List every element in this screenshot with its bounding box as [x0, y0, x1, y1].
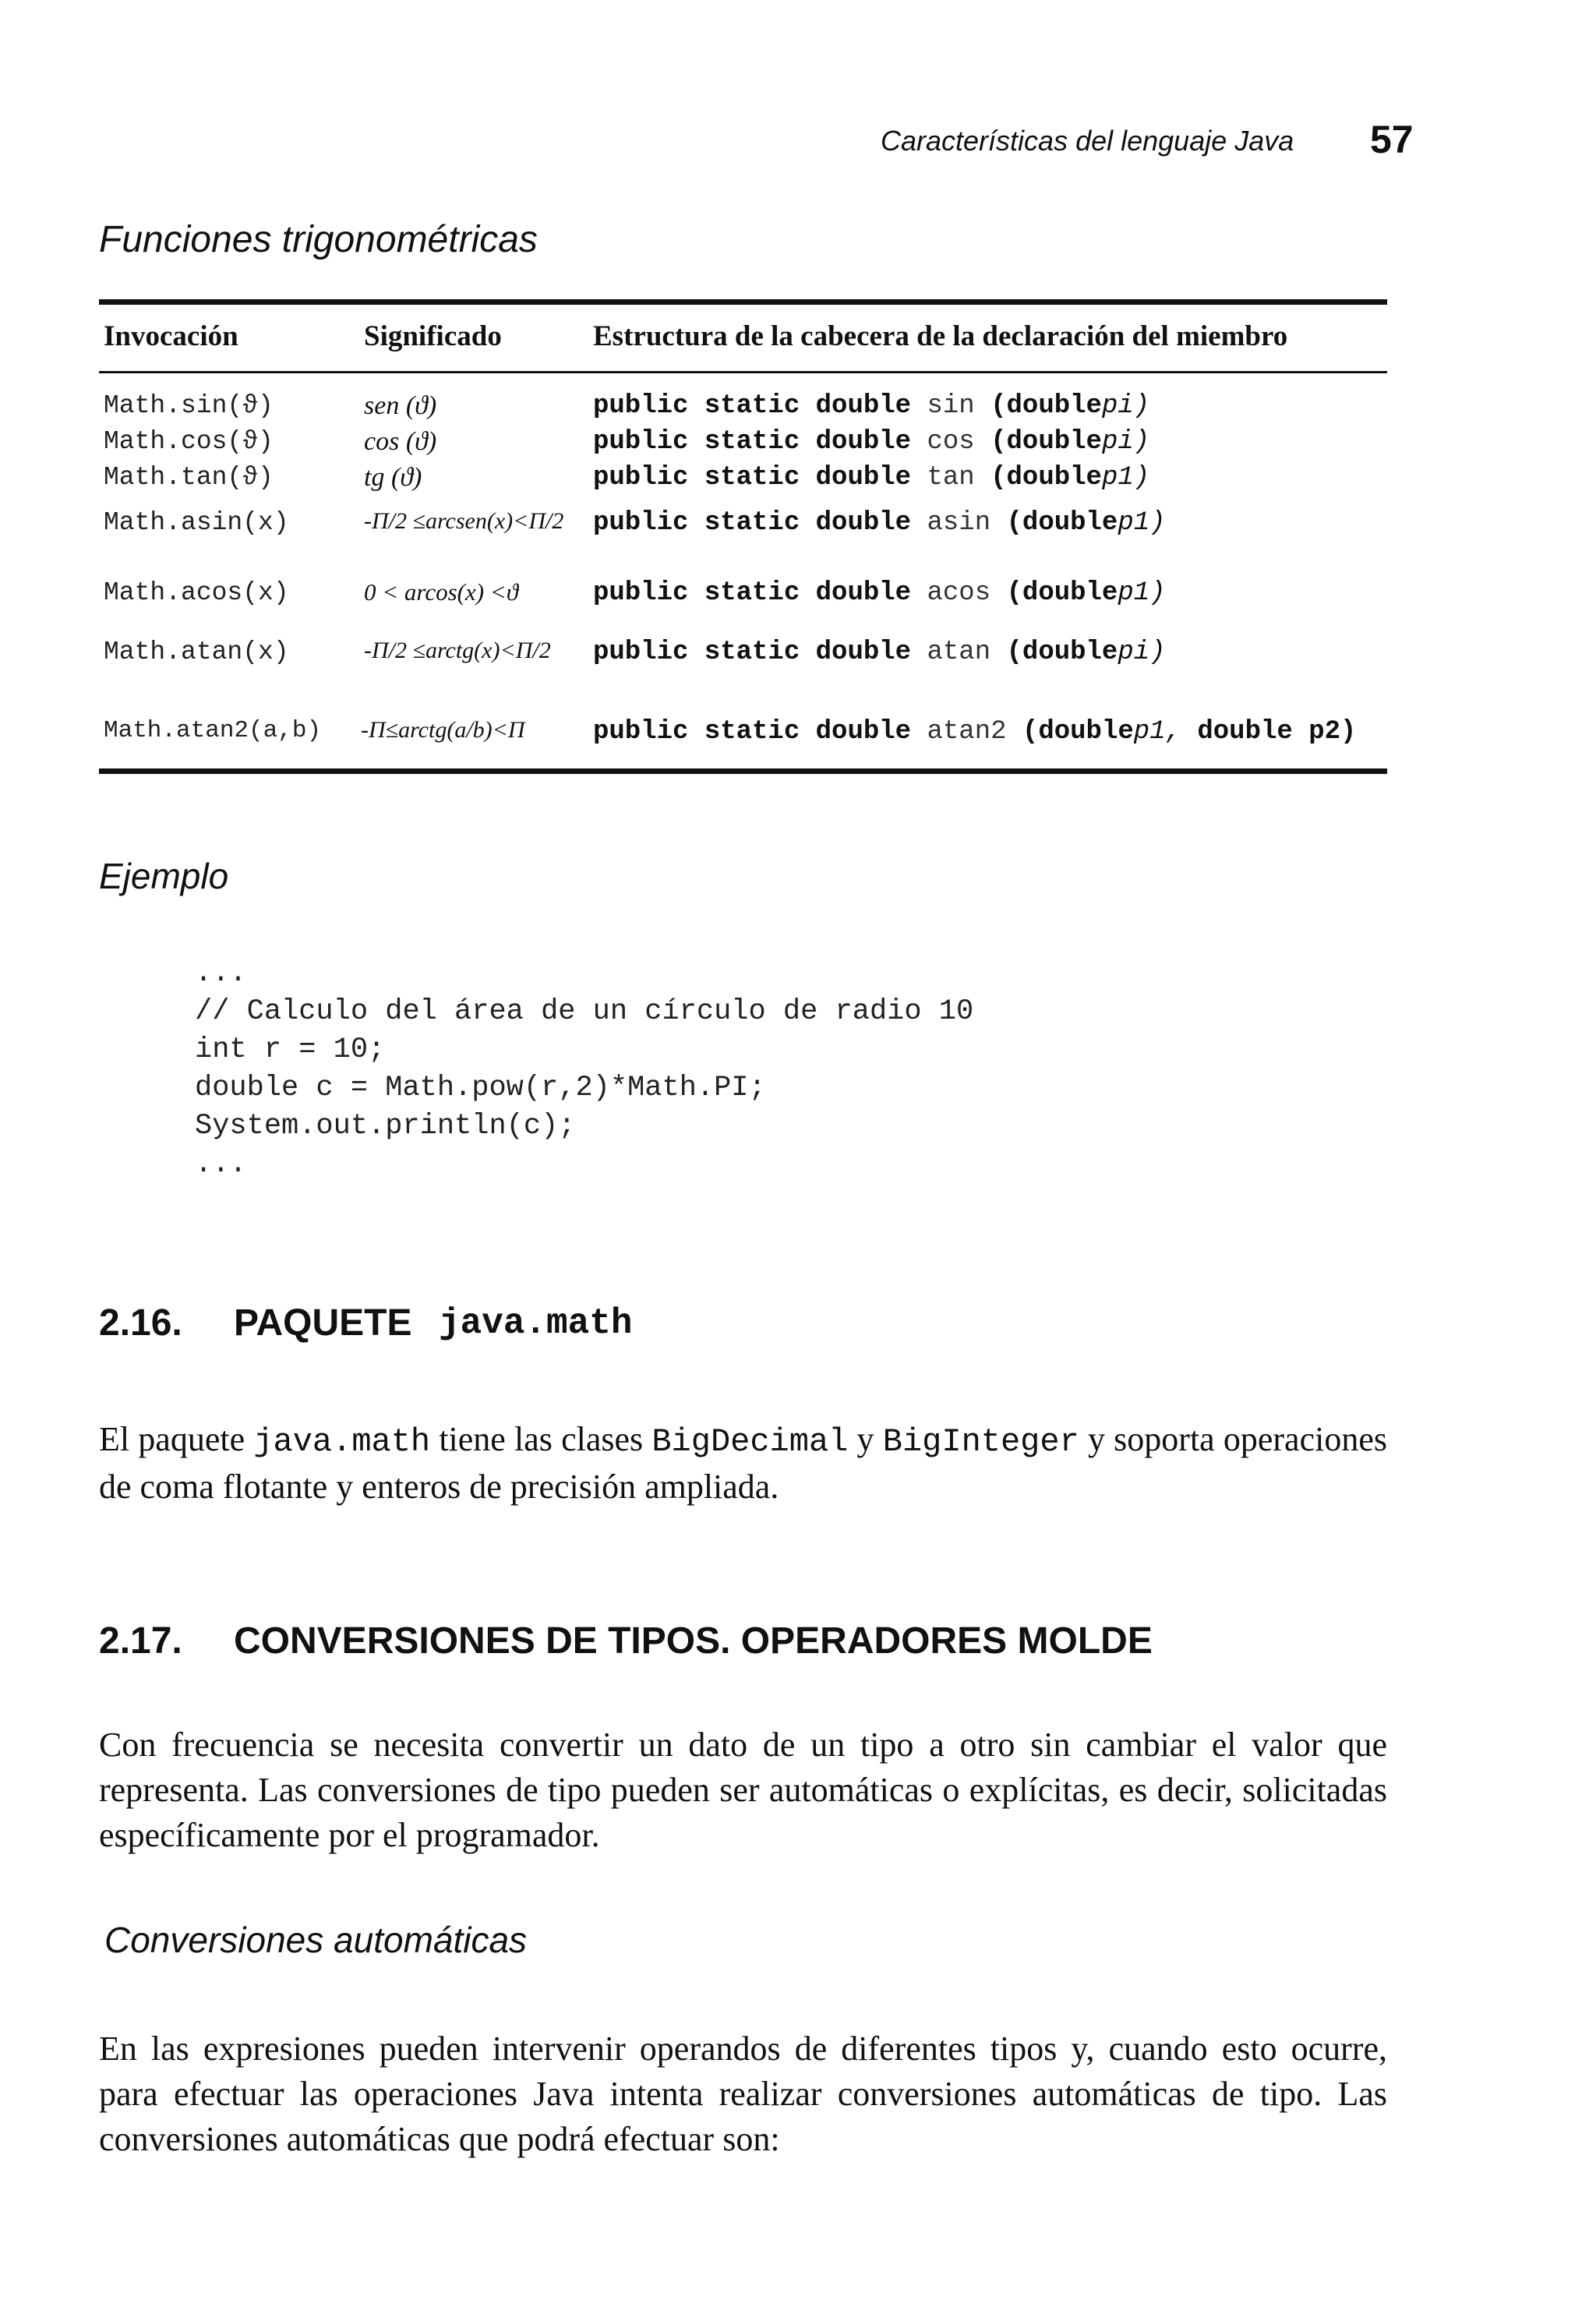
cell-meaning: cos (ϑ): [364, 427, 437, 456]
decl-modifiers: public static double: [593, 638, 912, 667]
code-block: [195, 955, 973, 1184]
cell-declaration: [593, 508, 1166, 538]
para-text: y soporta operaciones de coma flotante y enteros de precisión ampliada.: [99, 1420, 1387, 1506]
cell-declaration: [593, 578, 1166, 608]
paragraph-217: Con frecuencia se necesita convertir un dato de un tipo a otro sin cambiar el valor que representa. Las conversiones de tipo pueden ser automáticas o explícitas, es decir, solicitadas específicamente por el programador.: [99, 1726, 1387, 1854]
cell-meaning: -Π/2 ≤arcsen(x)<Π/2: [364, 508, 564, 534]
para-text: tiene las clases: [430, 1420, 652, 1458]
decl-param-type: (double: [1006, 578, 1118, 608]
running-title: Características del lenguaje Java: [881, 125, 1294, 157]
decl-modifiers: public static double: [593, 427, 912, 457]
decl-method-name: cos: [927, 427, 975, 457]
decl-modifiers: public static double: [593, 578, 912, 608]
decl-modifiers: public static double: [593, 508, 912, 538]
paragraph-auto: En las expresiones pueden intervenir operandos de diferentes tipos y, cuando esto ocurre, para efectuar las operaciones Java intenta realizar conversiones automáticas de tipo. Las conversiones automáticas que podrá efectuar son:: [99, 2030, 1387, 2158]
code-line: ...: [195, 1148, 247, 1181]
cell-invocation: Math.atan(x): [104, 638, 289, 666]
table-top-rule: [99, 299, 1387, 305]
decl-modifiers: public static double: [593, 391, 912, 421]
example-heading: Ejemplo: [99, 856, 229, 896]
decl-param-name: pi): [1118, 638, 1166, 667]
decl-param-type: (double: [1022, 717, 1134, 747]
cell-declaration: [593, 638, 1166, 667]
decl-method-name: tan: [927, 463, 975, 493]
paragraph-216: [99, 1417, 1387, 1510]
inline-code-biginteger: BigInteger: [882, 1423, 1079, 1461]
decl-method-name: atan2: [927, 717, 1007, 747]
decl-param-name: p1): [1101, 463, 1150, 493]
para-text: y: [848, 1420, 883, 1458]
table-bottom-rule: [99, 768, 1387, 774]
decl-param-type: (double: [990, 427, 1102, 457]
decl-method-name: acos: [927, 578, 991, 608]
inline-code-bigdecimal: BigDecimal: [651, 1423, 849, 1461]
para-text: El paquete: [99, 1420, 254, 1458]
code-line: double c = Math.pow(r,2)*Math.PI;: [195, 1072, 766, 1104]
cell-meaning: sen (ϑ): [364, 391, 437, 420]
subsection-heading-auto: Conversiones automáticas: [104, 1920, 528, 1960]
trig-functions-table: [99, 299, 1387, 775]
cell-invocation: Math.tan(ϑ): [104, 463, 274, 492]
decl-param-name: pi): [1101, 427, 1150, 457]
code-line: ...: [195, 957, 247, 990]
section-number-216: 2.16.: [99, 1302, 182, 1344]
section-title-216-code: java.math: [439, 1303, 633, 1344]
code-line: // Calculo del área de un círculo de radio 10: [195, 995, 974, 1028]
cell-invocation: Math.acos(x): [104, 578, 289, 607]
cell-declaration: [593, 427, 1149, 457]
cell-invocation: Math.atan2(a,b): [104, 717, 322, 744]
code-line: int r = 10;: [195, 1033, 386, 1066]
decl-param-name: pi): [1101, 391, 1150, 421]
column-header-invocacion: Invocación: [104, 320, 238, 352]
decl-method-name: atan: [927, 638, 991, 667]
cell-declaration: [593, 463, 1149, 493]
section-number-217: 2.17.: [99, 1620, 182, 1662]
section-title-217: CONVERSIONES DE TIPOS. OPERADORES MOLDE: [234, 1620, 1153, 1662]
decl-method-name: asin: [927, 508, 991, 538]
cell-declaration: [593, 391, 1149, 421]
code-line: System.out.println(c);: [195, 1110, 576, 1143]
decl-param-type: (double: [1006, 638, 1118, 667]
decl-param-name: p1,: [1133, 717, 1181, 747]
cell-meaning: tg (ϑ): [364, 463, 422, 492]
inline-code-java-math: java.math: [253, 1423, 431, 1461]
cell-declaration: [593, 717, 1356, 747]
decl-param-type: (double: [990, 391, 1102, 421]
decl-modifiers: public static double: [593, 717, 912, 747]
page-number: 57: [1370, 118, 1414, 161]
cell-invocation: Math.sin(ϑ): [104, 391, 274, 420]
column-header-estructura: Estructura de la cabecera de la declaración del miembro: [593, 320, 1288, 352]
column-header-significado: Significado: [364, 320, 502, 352]
decl-param-name: p1): [1118, 508, 1166, 538]
cell-meaning: 0 < arcos(x) <ϑ: [364, 578, 518, 606]
subsection-heading-trig: Funciones trigonométricas: [99, 219, 538, 260]
decl-param-type: (double: [990, 463, 1102, 493]
decl-param-name: p1): [1118, 578, 1166, 608]
cell-invocation: Math.asin(x): [104, 508, 289, 537]
decl-param-type: (double: [1006, 508, 1118, 538]
decl-param-2: double p2): [1197, 717, 1357, 747]
decl-modifiers: public static double: [593, 463, 912, 493]
section-title-216: PAQUETE: [234, 1302, 412, 1344]
cell-meaning: -Π/2 ≤arctg(x)<Π/2: [364, 638, 551, 663]
cell-meaning: -Π≤arctg(a/b)<Π: [361, 717, 525, 743]
cell-invocation: Math.cos(ϑ): [104, 427, 274, 456]
decl-method-name: sin: [927, 391, 975, 421]
table-header-rule: [99, 371, 1387, 373]
